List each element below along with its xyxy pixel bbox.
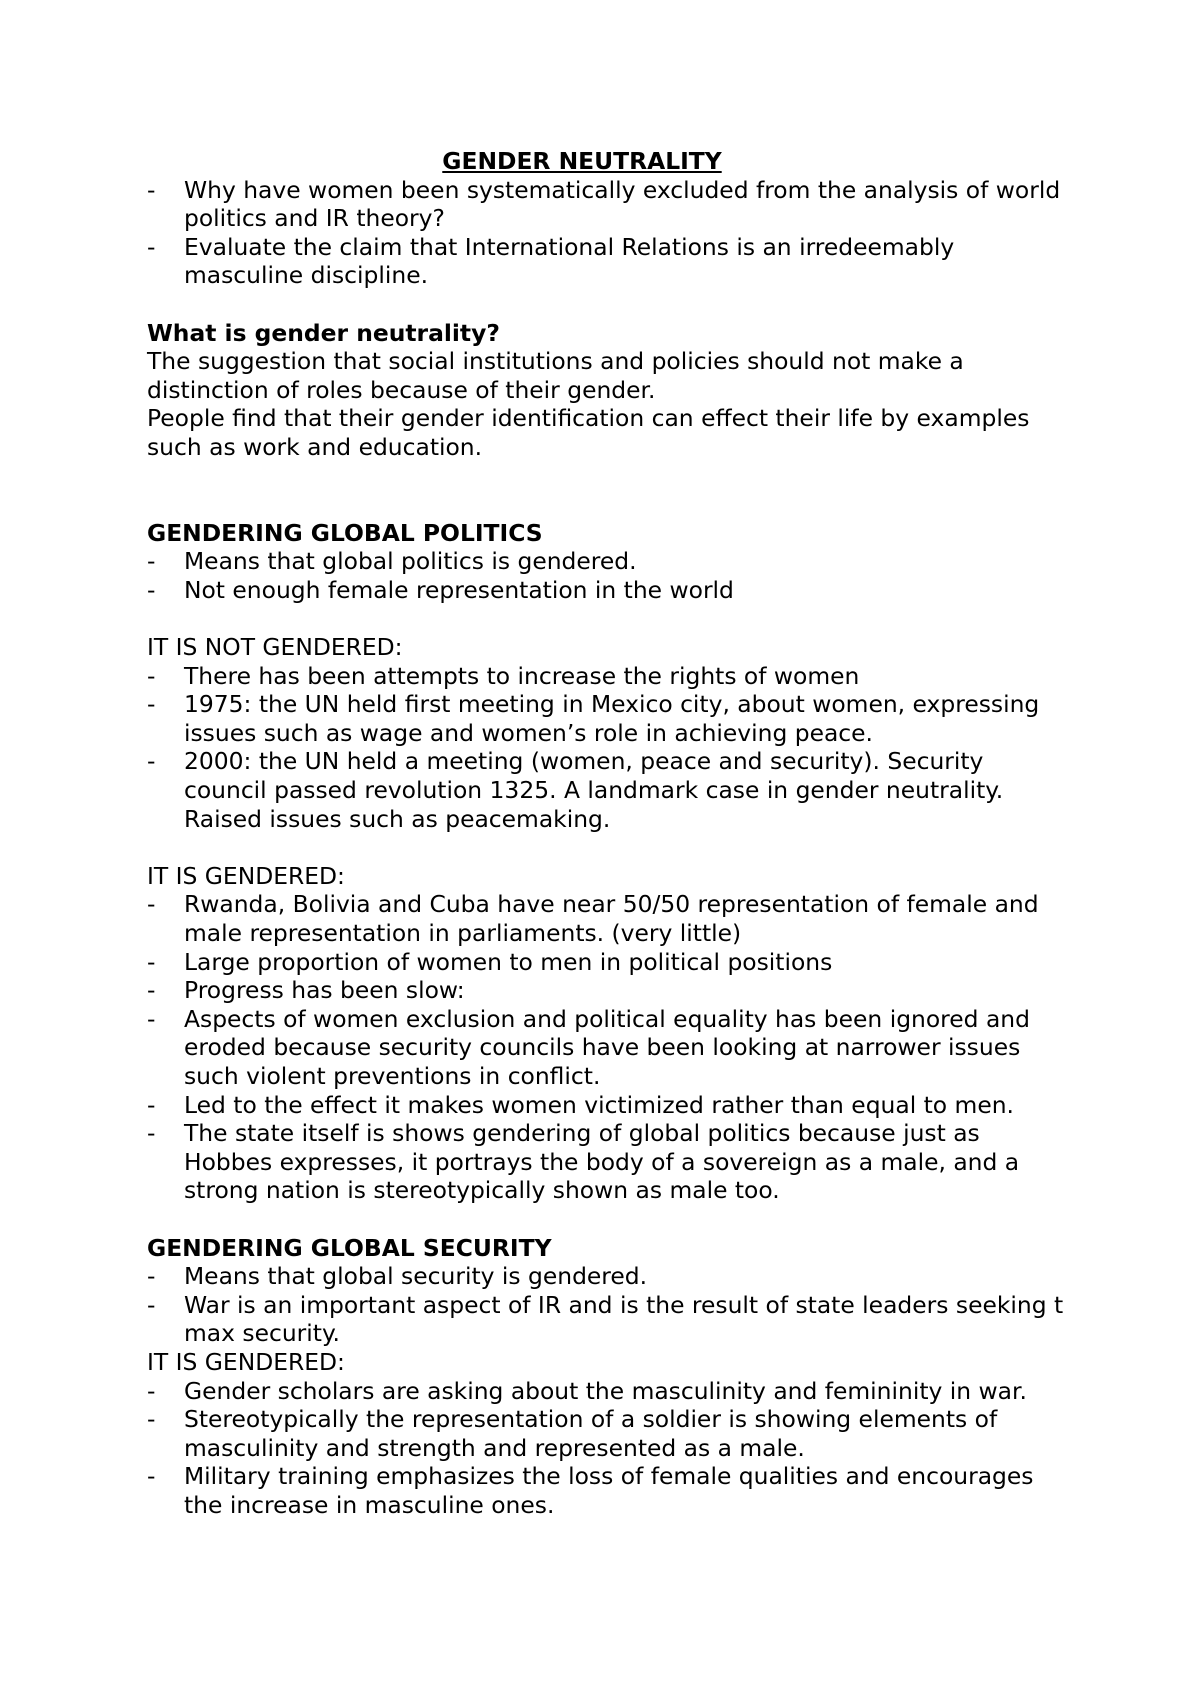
list-item: - Means that global politics is gendered.: [147, 547, 1067, 576]
list-item: - There has been attempts to increase the rights of women: [147, 662, 1067, 691]
subheading-not-gendered: IT IS NOT GENDERED:: [147, 633, 403, 662]
paragraph: The suggestion that social institutions and policies should not make a distinction of roles because of their gender.: [147, 347, 964, 404]
list-item: - Progress has been slow:: [147, 976, 1067, 1005]
list-item: - Led to the effect it makes women victimized rather than equal to men.: [147, 1091, 1067, 1120]
list-item: - Aspects of women exclusion and political equality has been ignored and eroded because security councils have been looking at narrower issues such violent preventions in conflict.: [147, 1005, 1067, 1091]
list-item: - 1975: the UN held first meeting in Mexico city, about women, expressing issues such as wage and women’s role in achieving peace.: [147, 690, 1067, 747]
gendered-list: [147, 890, 1067, 1205]
subheading-gendered: IT IS GENDERED:: [147, 861, 345, 890]
section-heading-politics: GENDERING GLOBAL POLITICS: [147, 518, 543, 547]
list-item: - Evaluate the claim that International Relations is an irredeemably masculine discipline.: [147, 233, 1067, 290]
question-list: [147, 176, 1067, 290]
security-gendered-list: [147, 1377, 1067, 1520]
list-item: - Rwanda, Bolivia and Cuba have near 50/50 representation of female and male representation in parliaments. (very little): [147, 890, 1067, 947]
list-item: - Military training emphasizes the loss of female qualities and encourages the increase in masculine ones.: [147, 1462, 1067, 1519]
list-item: - The state itself is shows gendering of global politics because just as Hobbes expresses, it portrays the body of a sovereign as a male, and a strong nation is stereotypically shown as male too.: [147, 1119, 1067, 1205]
list-item: - Large proportion of women to men in political positions: [147, 948, 1067, 977]
list-item: - Not enough female representation in the world: [147, 576, 1067, 605]
list-item: - Means that global security is gendered.: [147, 1262, 1067, 1291]
document-title: GENDER NEUTRALITY: [442, 147, 722, 175]
security-points: [147, 1262, 1067, 1348]
paragraph: People find that their gender identification can effect their life by examples such as work and education.: [147, 404, 1030, 461]
list-item: - 2000: the UN held a meeting (women, peace and security). Security council passed revolution 1325. A landmark case in gender neutrality. Raised issues such as peacemaking.: [147, 747, 1067, 833]
list-item: - War is an important aspect of IR and is the result of state leaders seeking t max security.: [147, 1291, 1067, 1348]
document-body: [147, 147, 1067, 1520]
not-gendered-list: [147, 662, 1067, 834]
list-item: - Why have women been systematically excluded from the analysis of world politics and IR theory?: [147, 176, 1067, 233]
subheading-gendered: IT IS GENDERED:: [147, 1347, 345, 1376]
list-item: - Gender scholars are asking about the masculinity and femininity in war.: [147, 1377, 1067, 1406]
section-heading-security: GENDERING GLOBAL SECURITY: [147, 1233, 552, 1262]
list-item: - Stereotypically the representation of a soldier is showing elements of masculinity and strength and represented as a male.: [147, 1405, 1067, 1462]
section-heading-neutrality: What is gender neutrality?: [147, 318, 500, 347]
politics-points: [147, 547, 1067, 604]
